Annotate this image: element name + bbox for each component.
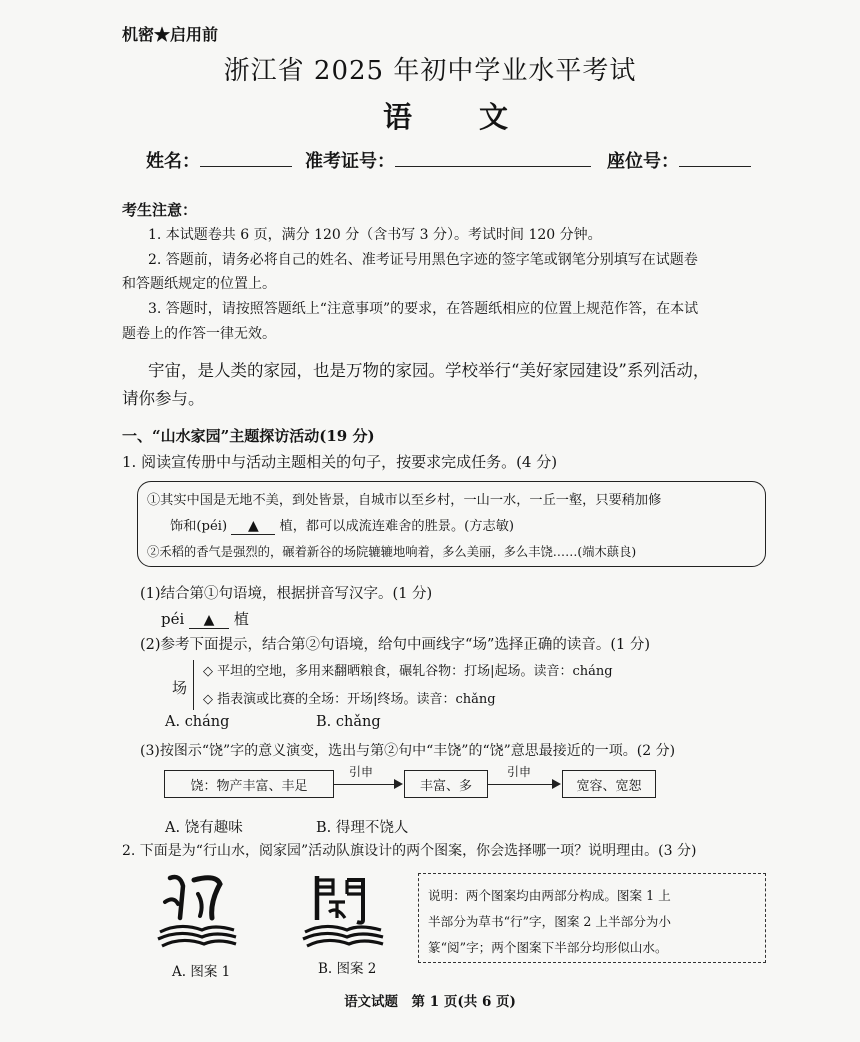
quote-pinyin: 饰和(péi) bbox=[170, 519, 228, 534]
exam-id-label: 准考证号： bbox=[305, 151, 395, 172]
hint-bracket bbox=[193, 660, 194, 710]
option-1-2-b[interactable]: B. chǎng bbox=[316, 714, 381, 730]
answer-blank[interactable]: ▲ bbox=[189, 612, 229, 629]
question-1-2: (2)参考下面提示，结合第②句语境，给句中画线字“场”选择正确的读音。(1 分) bbox=[140, 637, 651, 653]
question-1-1: (1)结合第①句语境，根据拼音写汉字。(1 分) bbox=[140, 586, 433, 602]
flow-arrow-2-head bbox=[552, 779, 561, 789]
intro-line-2: 请你参与。 bbox=[122, 389, 205, 408]
notice-heading: 考生注意： bbox=[122, 201, 198, 219]
seat-blank[interactable] bbox=[679, 148, 751, 167]
answer-line-1-1 bbox=[161, 608, 249, 629]
notice-item-1: 1. 本试题卷共 6 页，满分 120 分（含书写 3 分）。考试时间 120 分钟。 bbox=[148, 227, 602, 243]
seat-field[interactable] bbox=[607, 147, 751, 173]
page-footer: 语文试题 第 1 页(共 6 页) bbox=[344, 994, 516, 1010]
explain-line-1: 说明：两个图案均由两部分构成。图案 1 上 bbox=[428, 888, 671, 903]
explain-line-3: 篆“阅”字；两个图案下半部分均形似山水。 bbox=[428, 940, 668, 955]
hint-2: ◇ 指表演或比赛的全场：开场|终场。读音：chǎng bbox=[203, 692, 496, 707]
exam-title: 浙江省 2025 年初中学业水平考试 bbox=[223, 56, 637, 86]
chang-char: 场 bbox=[172, 679, 188, 697]
flow-box-2-text: 丰富、多 bbox=[419, 779, 472, 794]
answer-pinyin: péi bbox=[161, 610, 185, 628]
quote-line-3: ②禾稻的香气是强烈的，碾着新谷的场院辘辘地响着，多么美丽，多么丰饶……(端木蕻良) bbox=[147, 545, 637, 559]
logo-a-caption: A. 图案 1 bbox=[172, 964, 231, 980]
secret-label: 机密★启用前 bbox=[122, 25, 219, 44]
question-1: 1. 阅读宣传册中与活动主题相关的句子，按要求完成任务。(4 分) bbox=[122, 453, 558, 471]
option-1-3-a[interactable]: A. 饶有趣味 bbox=[165, 820, 243, 836]
section-title: 一、“山水家园”主题探访活动(19 分) bbox=[122, 427, 375, 445]
answer-suffix: 植 bbox=[233, 610, 249, 628]
option-1-3-b[interactable]: B. 得理不饶人 bbox=[316, 820, 409, 836]
question-2: 2. 下面是为“行山水，阅家园”活动队旗设计的两个图案，你会选择哪一项？说明理由。(3 分) bbox=[122, 843, 697, 859]
name-field[interactable] bbox=[146, 147, 292, 173]
flow-box-1-text: 饶：物产丰富、丰足 bbox=[190, 779, 308, 794]
question-1-3: (3)按图示“饶”字的意义演变，选出与第②句中“丰饶”的“饶”意思最接近的一项。(2 分) bbox=[140, 743, 676, 759]
logo-a-graphic bbox=[150, 872, 240, 956]
exam-id-blank[interactable] bbox=[395, 148, 591, 167]
notice-item-3: 3. 答题时，请按照答题纸上“注意事项”的要求，在答题纸相应的位置上规范作答，在本试 bbox=[148, 301, 699, 317]
logo-b-caption: B. 图案 2 bbox=[318, 961, 377, 977]
subject-char-2: 文 bbox=[479, 100, 509, 134]
seat-label: 座位号： bbox=[607, 151, 679, 172]
logo-a[interactable] bbox=[150, 872, 240, 956]
flow-arrow-1-label: 引申 bbox=[349, 765, 374, 779]
notice-item-3-cont: 题卷上的作答一律无效。 bbox=[122, 326, 276, 342]
explain-line-2: 半部分为草书“行”字，图案 2 上半部分为小 bbox=[428, 914, 671, 929]
exam-id-field[interactable] bbox=[305, 147, 591, 173]
quote-line-2-rest: 植，都可以成流连难舍的胜景。(方志敏) bbox=[279, 519, 515, 534]
name-label: 姓名： bbox=[146, 151, 200, 172]
hint-1: ◇ 平坦的空地，多用来翻晒粮食，碾轧谷物：打场|起场。读音：cháng bbox=[203, 664, 613, 679]
logo-b[interactable] bbox=[295, 872, 387, 956]
quote-line-2 bbox=[170, 515, 514, 535]
quote-line-1: ①其实中国是无地不美，到处皆景，自城市以至乡村，一山一水，一丘一壑，只要稍加修 bbox=[147, 493, 662, 508]
subject-char-1: 语 bbox=[383, 100, 413, 134]
intro-line-1: 宇宙，是人类的家园，也是万物的家园。学校举行“美好家园建设”系列活动， bbox=[148, 361, 710, 380]
flow-arrow-1-head bbox=[394, 779, 403, 789]
option-1-2-a[interactable]: A. cháng bbox=[165, 714, 230, 730]
flow-arrow-2 bbox=[488, 784, 554, 785]
flow-arrow-1 bbox=[334, 784, 396, 785]
notice-item-2-cont: 和答题纸规定的位置上。 bbox=[122, 276, 276, 292]
quote-answer-blank[interactable]: ▲ bbox=[231, 518, 275, 535]
logo-b-graphic bbox=[295, 872, 387, 956]
flow-box-3-text: 宽容、宽恕 bbox=[576, 779, 642, 794]
notice-item-2: 2. 答题前，请务必将自己的姓名、准考证号用黑色字迹的签字笔或钢笔分别填写在试题卷 bbox=[148, 252, 698, 268]
flow-arrow-2-label: 引申 bbox=[507, 765, 532, 779]
name-blank[interactable] bbox=[200, 148, 292, 167]
